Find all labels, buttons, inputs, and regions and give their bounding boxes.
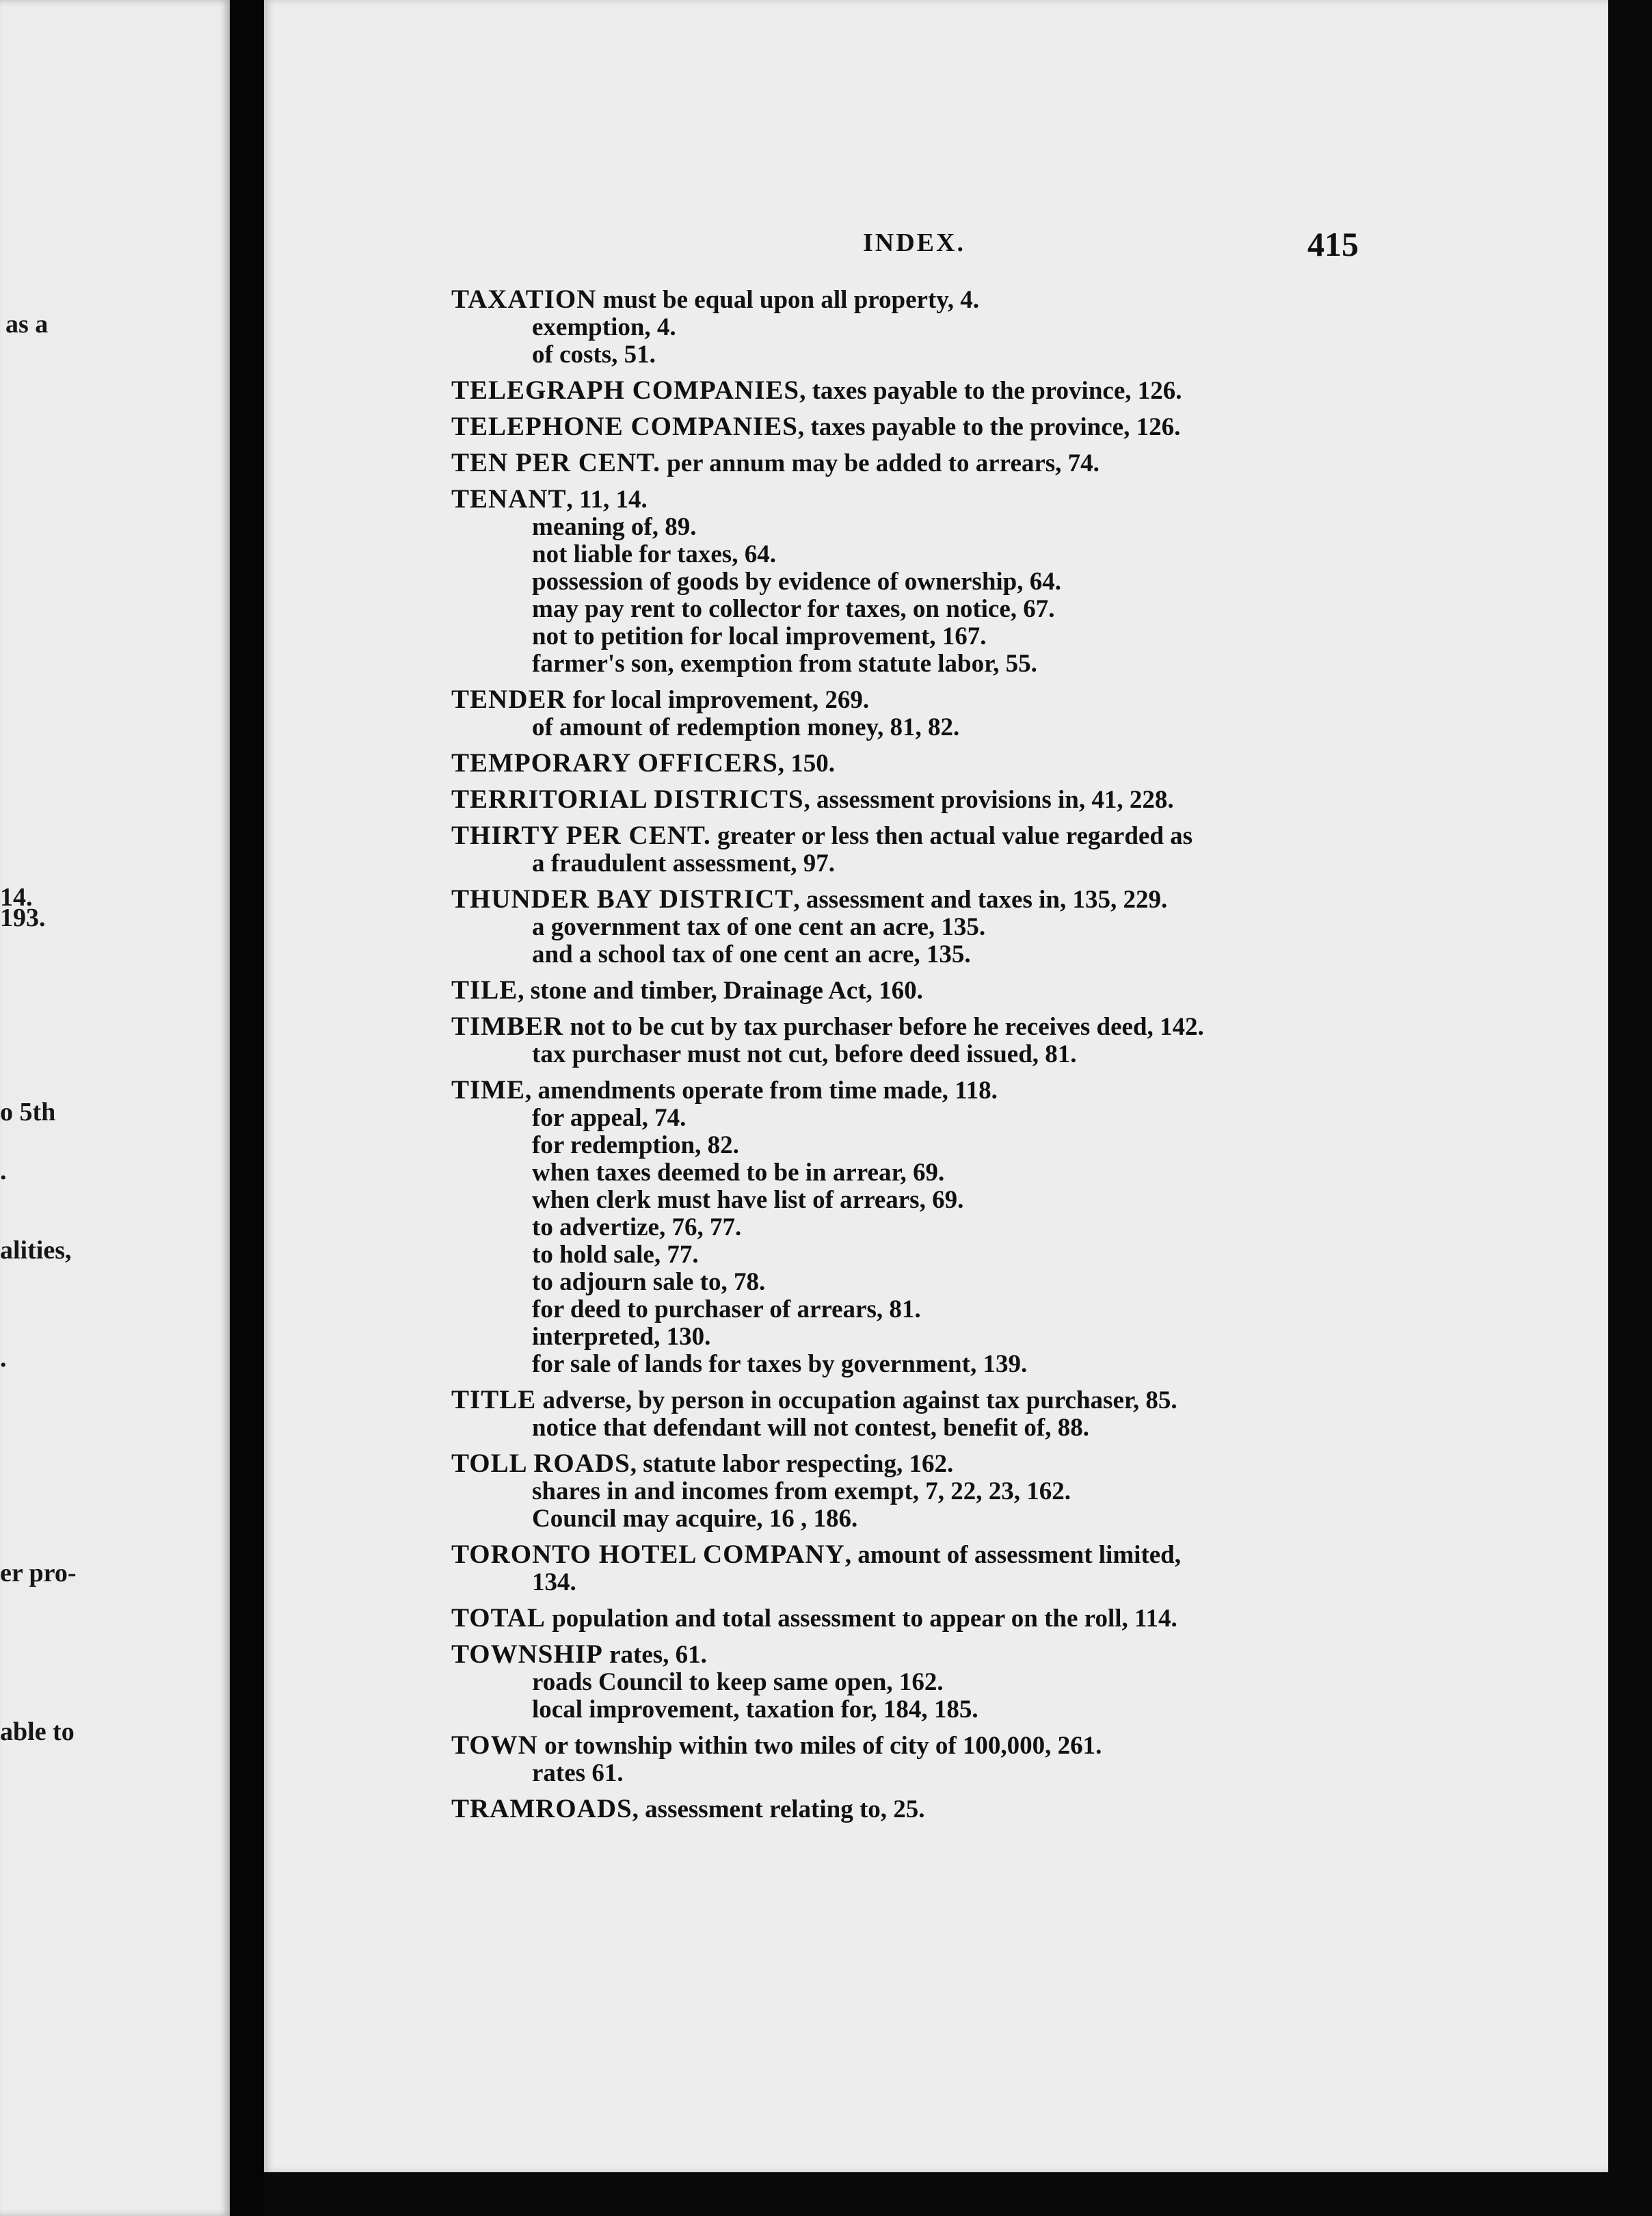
index-entry-continuation: a fraudulent assessment, 97. (532, 849, 835, 878)
index-heading: TOWNSHIP (451, 1639, 603, 1669)
scan-border (264, 2172, 1608, 2216)
index-entry (451, 1077, 1368, 1378)
index-subentry: farmer's son, exemption from statute labor, 55. (532, 650, 1037, 678)
index-subentry: of costs, 51. (532, 341, 656, 369)
index-heading: TELEGRAPH COMPANIES (451, 375, 800, 405)
index-entry (451, 750, 1368, 778)
left-page-fragment: o 5th (0, 1098, 56, 1126)
index-subentry: shares in and incomes from exempt, 7, 22, 23, 162. (532, 1477, 1071, 1505)
index-entry (451, 1386, 1368, 1442)
index-entry-text: , amount of assessment limited, (844, 1541, 1182, 1569)
index-subentry: a government tax of one cent an acre, 135. (532, 913, 986, 941)
running-head: INDEX. (863, 228, 965, 257)
index-entry (451, 886, 1368, 968)
left-page-fragment: as a (5, 310, 49, 339)
index-entry-text: , taxes payable to the province, 126. (797, 413, 1181, 441)
index-entry-line (451, 486, 1368, 514)
index-entry (451, 822, 1368, 878)
index-entry-line (451, 822, 1368, 850)
index-entry-text: not to be cut by tax purchaser before he receives deed, 142. (563, 1013, 1204, 1041)
index-entry-line (451, 1641, 1368, 1669)
index-subentry: exemption, 4. (532, 313, 676, 341)
index-entry-text: , stone and timber, Drainage Act, 160. (518, 977, 923, 1005)
index-subentry: tax purchaser must not cut, before deed issued, 81. (532, 1040, 1077, 1068)
index-entry-text: , statute labor respecting, 162. (630, 1450, 954, 1478)
index-entry (451, 377, 1368, 405)
index-entry (451, 1795, 1368, 1823)
left-page-fragment: 14. (0, 883, 33, 912)
index-subentry: roads Council to keep same open, 162. (532, 1668, 944, 1696)
index-subentry: for redemption, 82. (532, 1131, 739, 1159)
index-subentry: interpreted, 130. (532, 1323, 711, 1351)
index-entry-text: , assessment provisions in, 41, 228. (803, 786, 1174, 814)
index-entry-line (451, 1450, 1368, 1478)
index-entry-text: rates, 61. (602, 1641, 707, 1669)
index-entry-line (451, 1732, 1368, 1760)
index-entry-line (451, 1013, 1368, 1041)
index-subentry: and a school tax of one cent an acre, 135. (532, 940, 971, 968)
index-heading: TITLE (451, 1385, 537, 1414)
index-heading: TERRITORIAL DISTRICTS (451, 784, 804, 814)
index-entry-text: , amendments operate from time made, 118. (525, 1077, 998, 1105)
index-heading: TOWN (451, 1730, 538, 1760)
index-heading: THUNDER BAY DISTRICT (451, 884, 794, 914)
index-entry-text: must be equal upon all property, 4. (596, 286, 979, 314)
index-entry-text: , 150. (777, 750, 836, 778)
previous-page (0, 0, 230, 2216)
index-subentry: to adjourn sale to, 78. (532, 1268, 766, 1296)
index-entries (451, 286, 1368, 1832)
index-subentry: local improvement, taxation for, 184, 185. (532, 1696, 978, 1724)
left-page-fragment: 193. (0, 903, 46, 932)
index-subentry: meaning of, 89. (532, 513, 697, 541)
book-gutter (230, 0, 264, 2216)
index-heading: TELEPHONE COMPANIES (451, 412, 798, 441)
index-subentry: when taxes deemed to be in arrear, 69. (532, 1159, 945, 1187)
index-entry-line (451, 977, 1368, 1005)
index-entry-line (451, 886, 1368, 914)
index-entry-line (451, 1795, 1368, 1823)
index-entry (451, 449, 1368, 477)
index-entry (451, 1541, 1368, 1596)
index-subentry: possession of goods by evidence of ownership, 64. (532, 568, 1062, 596)
index-entry-line (451, 286, 1368, 314)
index-entry-text: population and total assessment to appear on the roll, 114. (545, 1605, 1177, 1633)
index-heading: TENDER (451, 685, 567, 714)
index-heading: TAXATION (451, 285, 597, 314)
index-entry-line (451, 1077, 1368, 1105)
left-page-fragment: . (0, 1157, 7, 1185)
index-heading: TRAMROADS (451, 1794, 632, 1823)
page-edge (1608, 0, 1652, 2216)
index-heading: TIMBER (451, 1012, 564, 1041)
index-subentry: to hold sale, 77. (532, 1241, 699, 1269)
index-subentry: not liable for taxes, 64. (532, 540, 776, 568)
index-entry-line (451, 786, 1368, 814)
index-entry-text: , assessment and taxes in, 135, 229. (793, 886, 1168, 914)
index-entry-line (451, 1541, 1368, 1569)
index-entry-text: , taxes payable to the province, 126. (799, 377, 1182, 405)
index-subentry: rates 61. (532, 1759, 624, 1787)
index-entry-continuation: 134. (532, 1568, 576, 1596)
index-entry-text: , 11, 14. (566, 486, 648, 514)
index-heading: TORONTO HOTEL COMPANY (451, 1540, 845, 1569)
index-entry (451, 977, 1368, 1005)
left-page-fragment: er pro- (0, 1559, 77, 1587)
index-subentry: to advertize, 76, 77. (532, 1213, 742, 1241)
index-entry-text: or township within two miles of city of 100,000, 261. (537, 1732, 1102, 1760)
index-entry (451, 413, 1368, 441)
index-entry-text: greater or less then actual value regarded as (710, 822, 1193, 850)
index-heading: TEMPORARY OFFICERS (451, 748, 778, 778)
index-entry (451, 1605, 1368, 1633)
index-entry-text: , assessment relating to, 25. (632, 1795, 925, 1823)
index-heading: TEN PER CENT. (451, 448, 661, 477)
index-entry (451, 786, 1368, 814)
index-heading: TENANT (451, 484, 567, 514)
index-subentry: may pay rent to collector for taxes, on notice, 67. (532, 595, 1055, 623)
index-heading: TOTAL (451, 1603, 546, 1633)
index-subentry: not to petition for local improvement, 167. (532, 622, 987, 650)
index-entry-line (451, 686, 1368, 714)
index-entry-line (451, 1386, 1368, 1414)
index-entry (451, 1641, 1368, 1724)
index-subentry: notice that defendant will not contest, benefit of, 88. (532, 1414, 1089, 1442)
index-heading: TOLL ROADS (451, 1449, 630, 1478)
index-entry-line (451, 413, 1368, 441)
index-entry-line (451, 449, 1368, 477)
index-entry (451, 1013, 1368, 1068)
index-entry (451, 486, 1368, 678)
page-number: 415 (1307, 225, 1359, 263)
index-entry-text: adverse, by person in occupation against tax purchaser, 85. (536, 1386, 1177, 1414)
index-heading: TIME (451, 1075, 526, 1105)
index-heading: THIRTY PER CENT. (451, 821, 711, 850)
left-page-fragment: able to (0, 1717, 75, 1746)
index-subentry: for deed to purchaser of arrears, 81. (532, 1295, 921, 1323)
index-entry (451, 1732, 1368, 1787)
index-subentry: for appeal, 74. (532, 1104, 687, 1132)
index-subentry: Council may acquire, 16 , 186. (532, 1505, 858, 1533)
index-entry-text: for local improvement, 269. (566, 686, 870, 714)
index-entry (451, 1450, 1368, 1533)
left-page-fragment: . (0, 1344, 7, 1373)
index-subentry: for sale of lands for taxes by government, 139. (532, 1350, 1028, 1378)
index-subentry: when clerk must have list of arrears, 69. (532, 1186, 964, 1214)
index-entry (451, 286, 1368, 369)
index-entry-text: per annum may be added to arrears, 74. (660, 449, 1100, 477)
left-page-fragment: alities, (0, 1236, 72, 1265)
index-entry-line (451, 377, 1368, 405)
index-subentry: of amount of redemption money, 81, 82. (532, 713, 960, 741)
index-entry (451, 686, 1368, 741)
index-entry-line (451, 750, 1368, 778)
index-entry-line (451, 1605, 1368, 1633)
index-heading: TILE (451, 975, 518, 1005)
